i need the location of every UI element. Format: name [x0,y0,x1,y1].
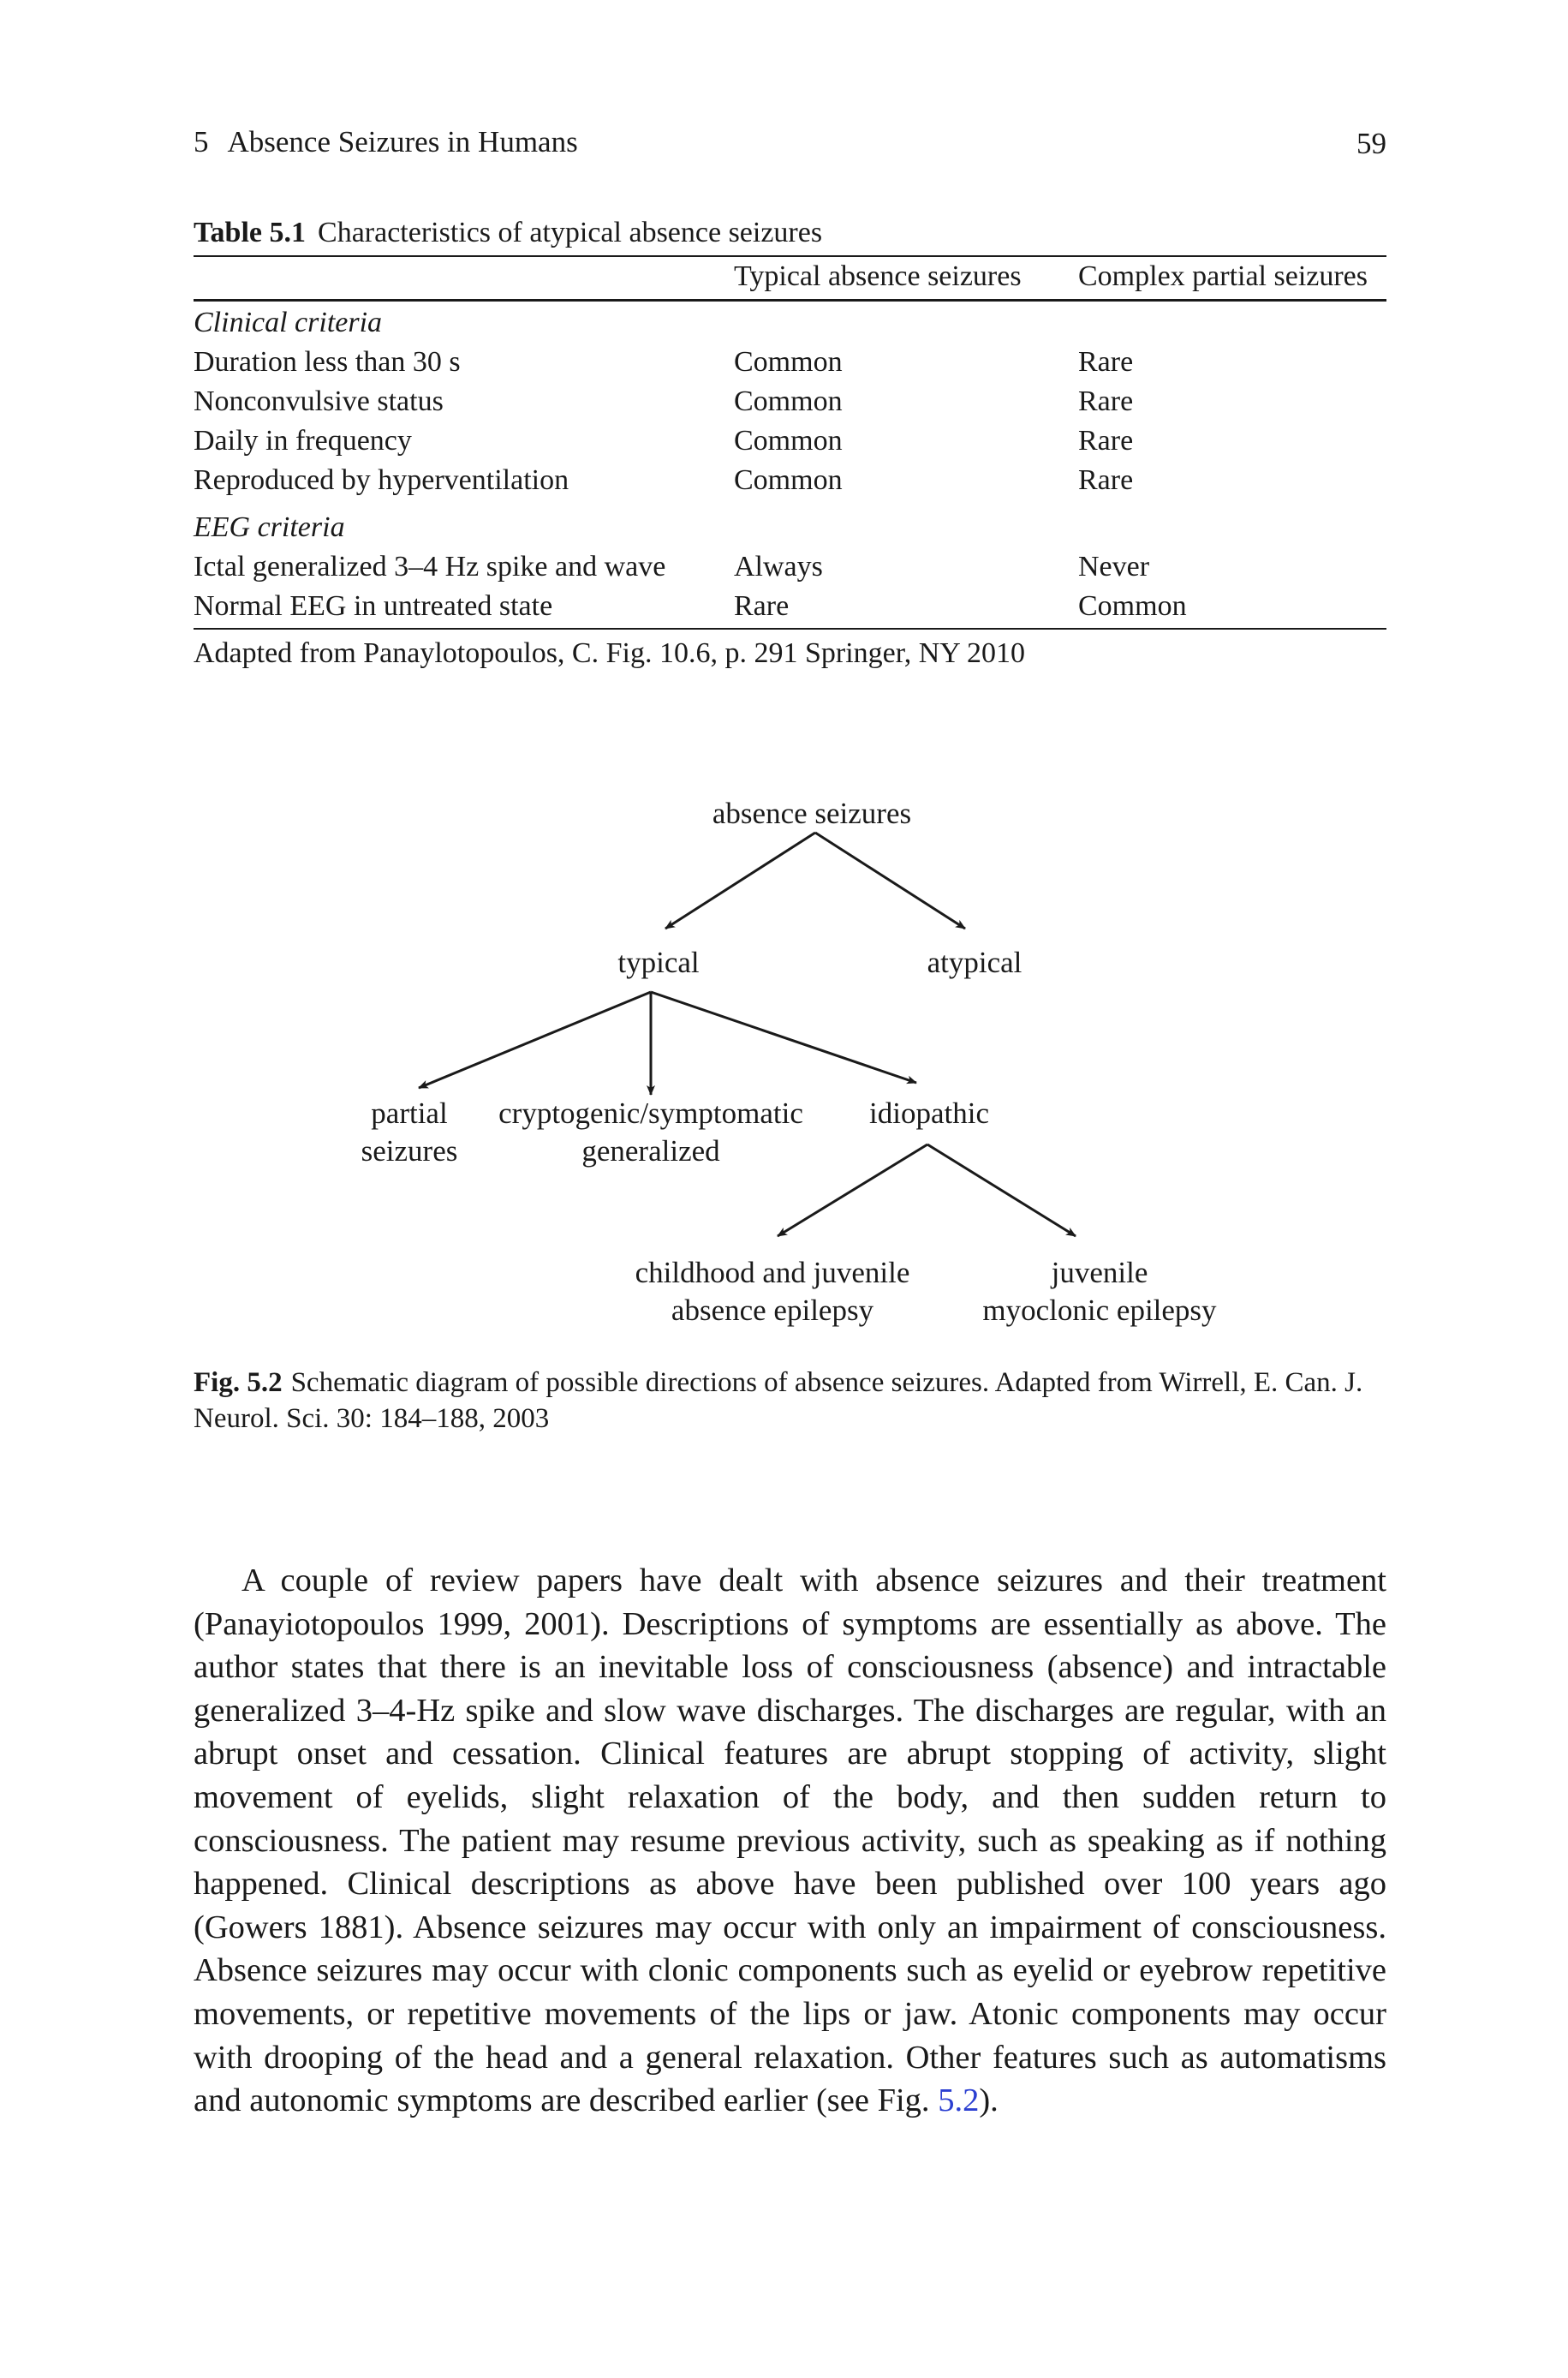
table-header-complex: Complex partial seizures [1078,260,1368,292]
node-idiopathic: idiopathic [869,1096,989,1130]
table-cell: Rare [734,590,790,622]
table-row-label: Duration less than 30 s [194,346,461,378]
node-childhood-line1: childhood and juvenile [635,1256,910,1289]
table-cell: Rare [1078,385,1134,417]
node-cryptogenic-line2: generalized [581,1134,720,1168]
table-caption-text: Characteristics of atypical absence seizures [318,217,823,248]
arrow-typical-to-idiopathic [651,992,916,1083]
table-row-label: Ictal generalized 3–4 Hz spike and wave [194,551,666,583]
body-paragraph [194,1559,1386,2123]
table-row-label: Reproduced by hyperventilation [194,464,569,496]
table-section-heading: EEG criteria [194,511,345,543]
figure-caption-text: Schematic diagram of possible directions of absence seizures. Adapted from Wirrell, E. Can. J. Neurol. Sci. 30: 184–188, 2003 [194,1367,1363,1434]
table-row-label: Normal EEG in untreated state [194,590,553,622]
chapter-title: Absence Seizures in Humans [227,125,578,158]
node-typical: typical [617,946,700,979]
arrow-root-to-typical [665,833,815,929]
page-number: 59 [1356,127,1386,160]
figure-caption [194,1365,1386,1437]
table-label: Table 5.1 [194,217,307,248]
node-partial-line2: seizures [361,1134,458,1168]
figure-link[interactable]: 5.2 [938,2082,980,2119]
arrow-idiopathic-to-childhood [778,1144,927,1236]
node-juvenile-line2: myoclonic epilepsy [982,1294,1217,1327]
table-cell: Common [734,385,843,417]
figure-label: Fig. 5.2 [194,1367,283,1398]
node-juvenile-line1: juvenile [1051,1256,1148,1289]
body-text: A couple of review papers have dealt with absence seizures and their treatment (Panayiotopoulos 1999, 2001). Descriptions of symptoms are essentially as above. The author states that there is an inevitable loss of consciousness (absence) and intractable generalized 3–4-Hz spike and slow wave discharges. The discharges are regular, with an abrupt onset and cessation. Clinical features are abrupt stopping of activity, slight movement of eyelids, slight relaxation of the body, and then sudden return to consciousness. The patient may resume previous activity, such as speaking as if nothing happened. Clinical descriptions as above have been published over 100 years ago (Gowers 1881). Absence seizures may occur with only an impairment of consciousness. Absence seizures may occur with clonic components such as eyelid or eyebrow repetitive movements, or repetitive movements of the lips or jaw. Atonic components may occur with drooping of the head and a general relaxation. Other features such as automatisms and autonomic symptoms are described earlier (see Fig. [194,1562,1386,2119]
table-cell: Rare [1078,425,1134,457]
node-absence-seizures: absence seizures [712,797,912,830]
arrow-root-to-atypical [815,833,965,929]
table-section-heading: Clinical criteria [194,307,383,338]
chapter-number: 5 [194,125,209,158]
table-cell: Common [734,425,843,457]
node-partial-line1: partial [371,1096,448,1130]
table-cell: Rare [1078,464,1134,496]
arrow-typical-to-partial [419,992,651,1088]
table-row-label: Nonconvulsive status [194,385,444,417]
table-cell: Always [734,551,823,583]
arrow-idiopathic-to-juvenile [927,1144,1076,1236]
node-atypical: atypical [927,946,1022,979]
table-cell: Common [734,346,843,378]
table-cell: Common [1078,590,1187,622]
table-cell: Rare [1078,346,1134,378]
body-text-end: ). [979,2082,999,2119]
table-cell: Never [1078,551,1150,583]
node-cryptogenic-line1: cryptogenic/symptomatic [498,1096,803,1130]
table-source-note: Adapted from Panaylotopoulos, C. Fig. 10.6, p. 291 Springer, NY 2010 [194,637,1026,669]
table-header-typical: Typical absence seizures [734,260,1022,292]
table-cell: Common [734,464,843,496]
node-childhood-line2: absence epilepsy [671,1294,874,1327]
table-row-label: Daily in frequency [194,425,412,457]
